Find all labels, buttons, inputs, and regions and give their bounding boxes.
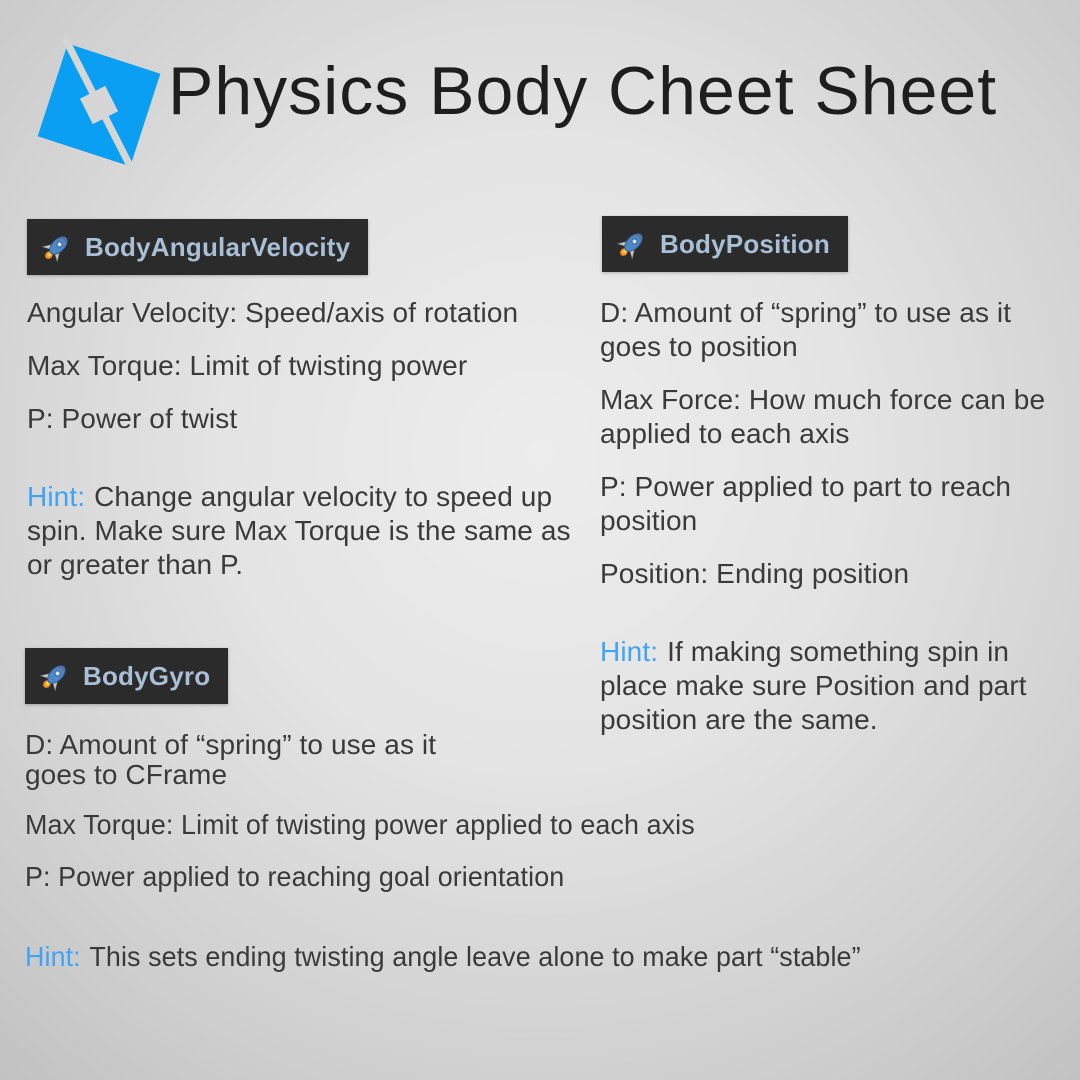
- badge-body-position: [602, 216, 848, 272]
- property-description: P: Power applied to part to reach position: [600, 471, 1012, 536]
- property-description: P: Power applied to reaching goal orientation: [25, 861, 565, 892]
- property-description: P: Power of twist: [27, 403, 238, 434]
- page-title: Physics Body Cheet Sheet: [168, 53, 998, 129]
- rocket-icon: [37, 658, 73, 694]
- hint-label: Hint:: [600, 636, 659, 667]
- rocket-icon: [614, 226, 650, 262]
- property-description: D: Amount of “spring” to use as it goes to CFrame: [25, 729, 437, 790]
- hint-text: [600, 635, 1078, 737]
- section-body-position: [600, 296, 1078, 756]
- hint-label: Hint:: [27, 481, 86, 512]
- hint-text: [27, 480, 602, 582]
- hint-body: If making something spin in place make sure Position and part position are the same.: [600, 636, 1027, 735]
- hint-label: Hint:: [25, 941, 81, 972]
- section-body-angular-velocity: [27, 296, 602, 601]
- property-description: Max Torque: Limit of twisting power applied to each axis: [25, 809, 695, 840]
- section-body-gyro: [25, 730, 990, 992]
- property-description: D: Amount of “spring” to use as it goes to position: [600, 297, 1012, 362]
- badge-body-angular-velocity: [27, 219, 368, 275]
- hint-body: This sets ending twisting angle leave alone to make part “stable”: [89, 941, 861, 972]
- badge-label: BodyGyro: [83, 660, 211, 691]
- hint-text: [25, 940, 951, 974]
- rocket-icon: [39, 229, 75, 265]
- header: [28, 30, 1058, 180]
- badge-label: BodyPosition: [660, 228, 830, 259]
- property-description: Angular Velocity: Speed/axis of rotation: [27, 297, 519, 328]
- hint-body: Change angular velocity to speed up spin. Make sure Max Torque is the same as or greater than P.: [27, 481, 571, 580]
- roblox-studio-logo-icon: [28, 34, 170, 176]
- property-description: Max Force: How much force can be applied to each axis: [600, 384, 1046, 449]
- badge-body-gyro: [25, 648, 228, 704]
- property-description: Max Torque: Limit of twisting power: [27, 350, 468, 381]
- badge-label: BodyAngularVelocity: [85, 231, 351, 262]
- property-description: Position: Ending position: [600, 558, 910, 589]
